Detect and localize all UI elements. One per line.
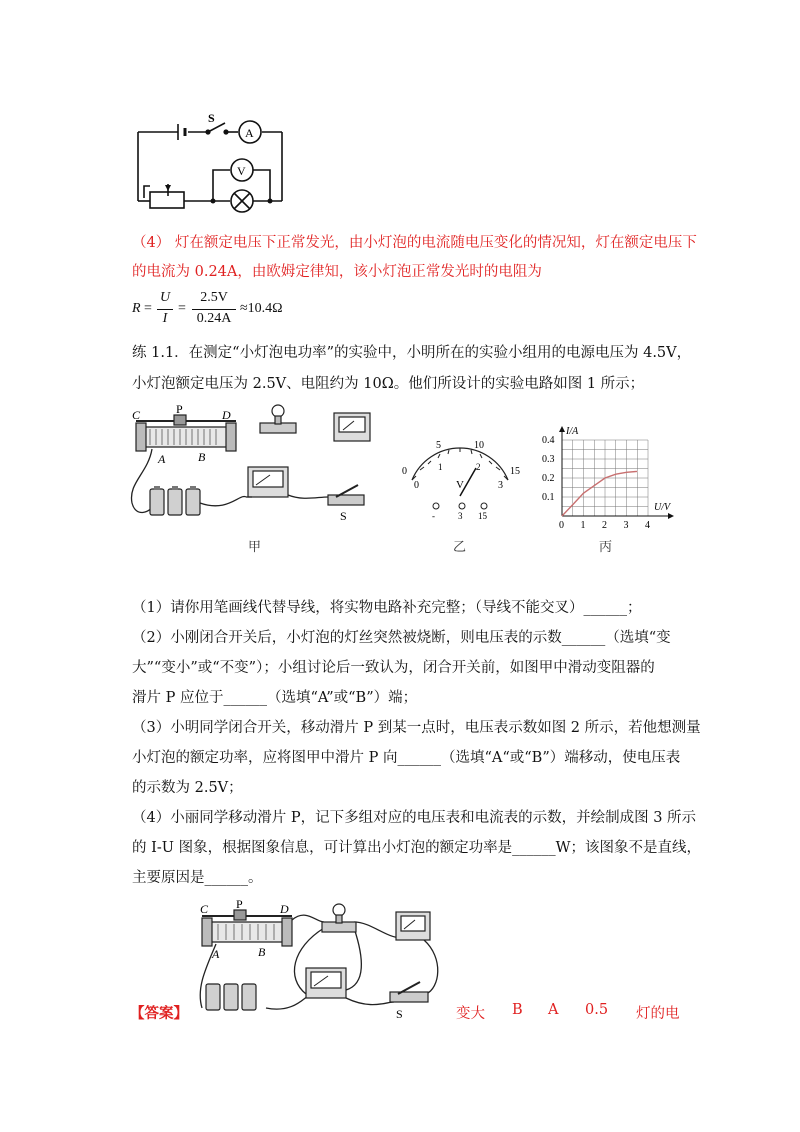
figure-answer-circuit: [196, 898, 452, 1020]
x-tick-label: 0: [559, 520, 564, 531]
problem-intro-line-1: 练 1.1．在测定“小灯泡电功率”的实验中，小明所在的实验小组用的电源电压为 4.5V，: [132, 345, 692, 361]
x-tick-label: 2: [602, 520, 607, 531]
formula-frac1-den: I: [162, 311, 168, 326]
answer-label-d: D: [280, 902, 289, 916]
circuit-diagram-1: [130, 108, 290, 214]
dial-tick-5: 5: [436, 440, 441, 451]
x-tick-label: 3: [623, 520, 629, 531]
formula-lhs: R: [132, 301, 141, 316]
switch-label: S: [208, 111, 215, 125]
switch-s-label: S: [340, 509, 347, 523]
dial-tick-3: 3: [498, 480, 503, 491]
dial-unit: V: [456, 479, 464, 491]
x-tick-label: 1: [580, 520, 586, 531]
question-2-line-2: 大”“变小”或“不变”）；小组讨论后一致认为，闭合开关前，如图甲中滑动变阻器的: [132, 660, 655, 676]
caption-jia: 甲: [248, 540, 262, 555]
question-4-line-3: 主要原因是______。: [132, 870, 263, 886]
terminal-15: 15: [478, 511, 487, 521]
answer-tag: 【答案】: [130, 1005, 188, 1022]
answer-label-p: P: [236, 898, 243, 911]
caption-bing: 丙: [599, 540, 613, 555]
answer-label-a: A: [212, 947, 220, 961]
y-tick-label: 0.1: [542, 492, 555, 503]
y-axis-label: I/A: [566, 426, 579, 437]
formula-result: ≈10.4Ω: [240, 301, 283, 316]
question-3-line-2: 小灯泡的额定功率，应将图甲中滑片 P 向______（选填“A“或“B”）端移动，使电压表: [132, 750, 681, 766]
figure-apparatus-jia: [128, 403, 388, 525]
answer-switch-label: S: [396, 1007, 403, 1020]
solution-line-1: （4） 灯在额定电压下正常发光，由小灯泡的电流随电压变化的情况知，灯在额定电压下: [132, 235, 697, 251]
rheostat-label-p: P: [176, 403, 183, 416]
answer-label-c: C: [200, 902, 209, 916]
dial-tick-0-outer: 0: [402, 466, 407, 477]
y-axis-arrow: [559, 426, 565, 432]
rheostat-label-a: A: [158, 452, 166, 466]
dial-tick-1: 1: [438, 462, 443, 472]
terminal-3: 3: [458, 511, 463, 521]
rheostat-label-b: B: [198, 450, 206, 464]
dial-tick-0-inner: 0: [414, 480, 419, 491]
dial-tick-2: 2: [476, 462, 481, 472]
question-2-line-1: （2）小刚闭合开关后，小灯泡的灯丝突然被烧断，则电压表的示数______（选填“变: [132, 630, 671, 646]
rheostat-label-d: D: [222, 408, 231, 422]
answer-4: 0.5: [585, 1002, 609, 1018]
rheostat-label-c: C: [132, 408, 141, 422]
caption-yi: 乙: [453, 540, 467, 555]
formula-frac1-num: U: [159, 290, 171, 305]
voltmeter-label: V: [237, 164, 246, 178]
question-4-line-1: （4）小丽同学移动滑片 P，记下多组对应的电压表和电流表的示数，并绘制成图 3 所示: [132, 810, 697, 826]
terminal-neg: -: [432, 511, 435, 521]
answer-2: B: [512, 1002, 523, 1018]
question-3-line-1: （3）小明同学闭合开关，移动滑片 P 到某一点时，电压表示数如图 2 所示，若他想测量: [132, 720, 701, 736]
answer-1: 变大: [456, 1006, 485, 1022]
x-axis-label: U/V: [654, 502, 671, 513]
question-4-line-2: 的 I-U 图象，根据图象信息，可计算出小灯泡的额定功率是______W；该图象不是直线，: [132, 840, 701, 856]
answer-5: 灯的电: [636, 1006, 680, 1022]
dial-tick-10: 10: [474, 440, 484, 451]
question-1: （1）请你用笔画线代替导线，将实物电路补充完整；（导线不能交叉）______；: [132, 600, 642, 616]
formula-frac2-num: 2.5V: [200, 290, 228, 305]
x-axis-arrow: [668, 513, 674, 519]
question-3-line-3: 的示数为 2.5V；: [132, 780, 243, 796]
question-2-line-3: 滑片 P 应位于______（选填“A”或“B”）端；: [132, 690, 418, 706]
figure-iu-chart: [540, 420, 690, 532]
y-tick-label: 0.2: [542, 473, 555, 484]
problem-intro-line-2: 小灯泡额定电压为 2.5V、电阻约为 10Ω。他们所设计的实验电路如图 1 所示；: [132, 376, 645, 392]
formula-frac2-den: 0.24A: [196, 311, 232, 326]
dial-tick-15: 15: [510, 466, 520, 477]
answer-3: A: [548, 1002, 559, 1018]
y-tick-label: 0.4: [542, 435, 555, 446]
figure-voltmeter-dial: [398, 440, 522, 522]
resistance-formula: R = U I = 2.5V 0.24A ≈10.4Ω: [132, 290, 283, 326]
x-tick-label: 4: [645, 520, 650, 531]
y-tick-label: 0.3: [542, 454, 555, 465]
solution-line-2: 的电流为 0.24A，由欧姆定律知，该小灯泡正常发光时的电阻为: [132, 264, 542, 280]
ammeter-label: A: [245, 126, 254, 140]
answer-label-b: B: [258, 945, 266, 959]
